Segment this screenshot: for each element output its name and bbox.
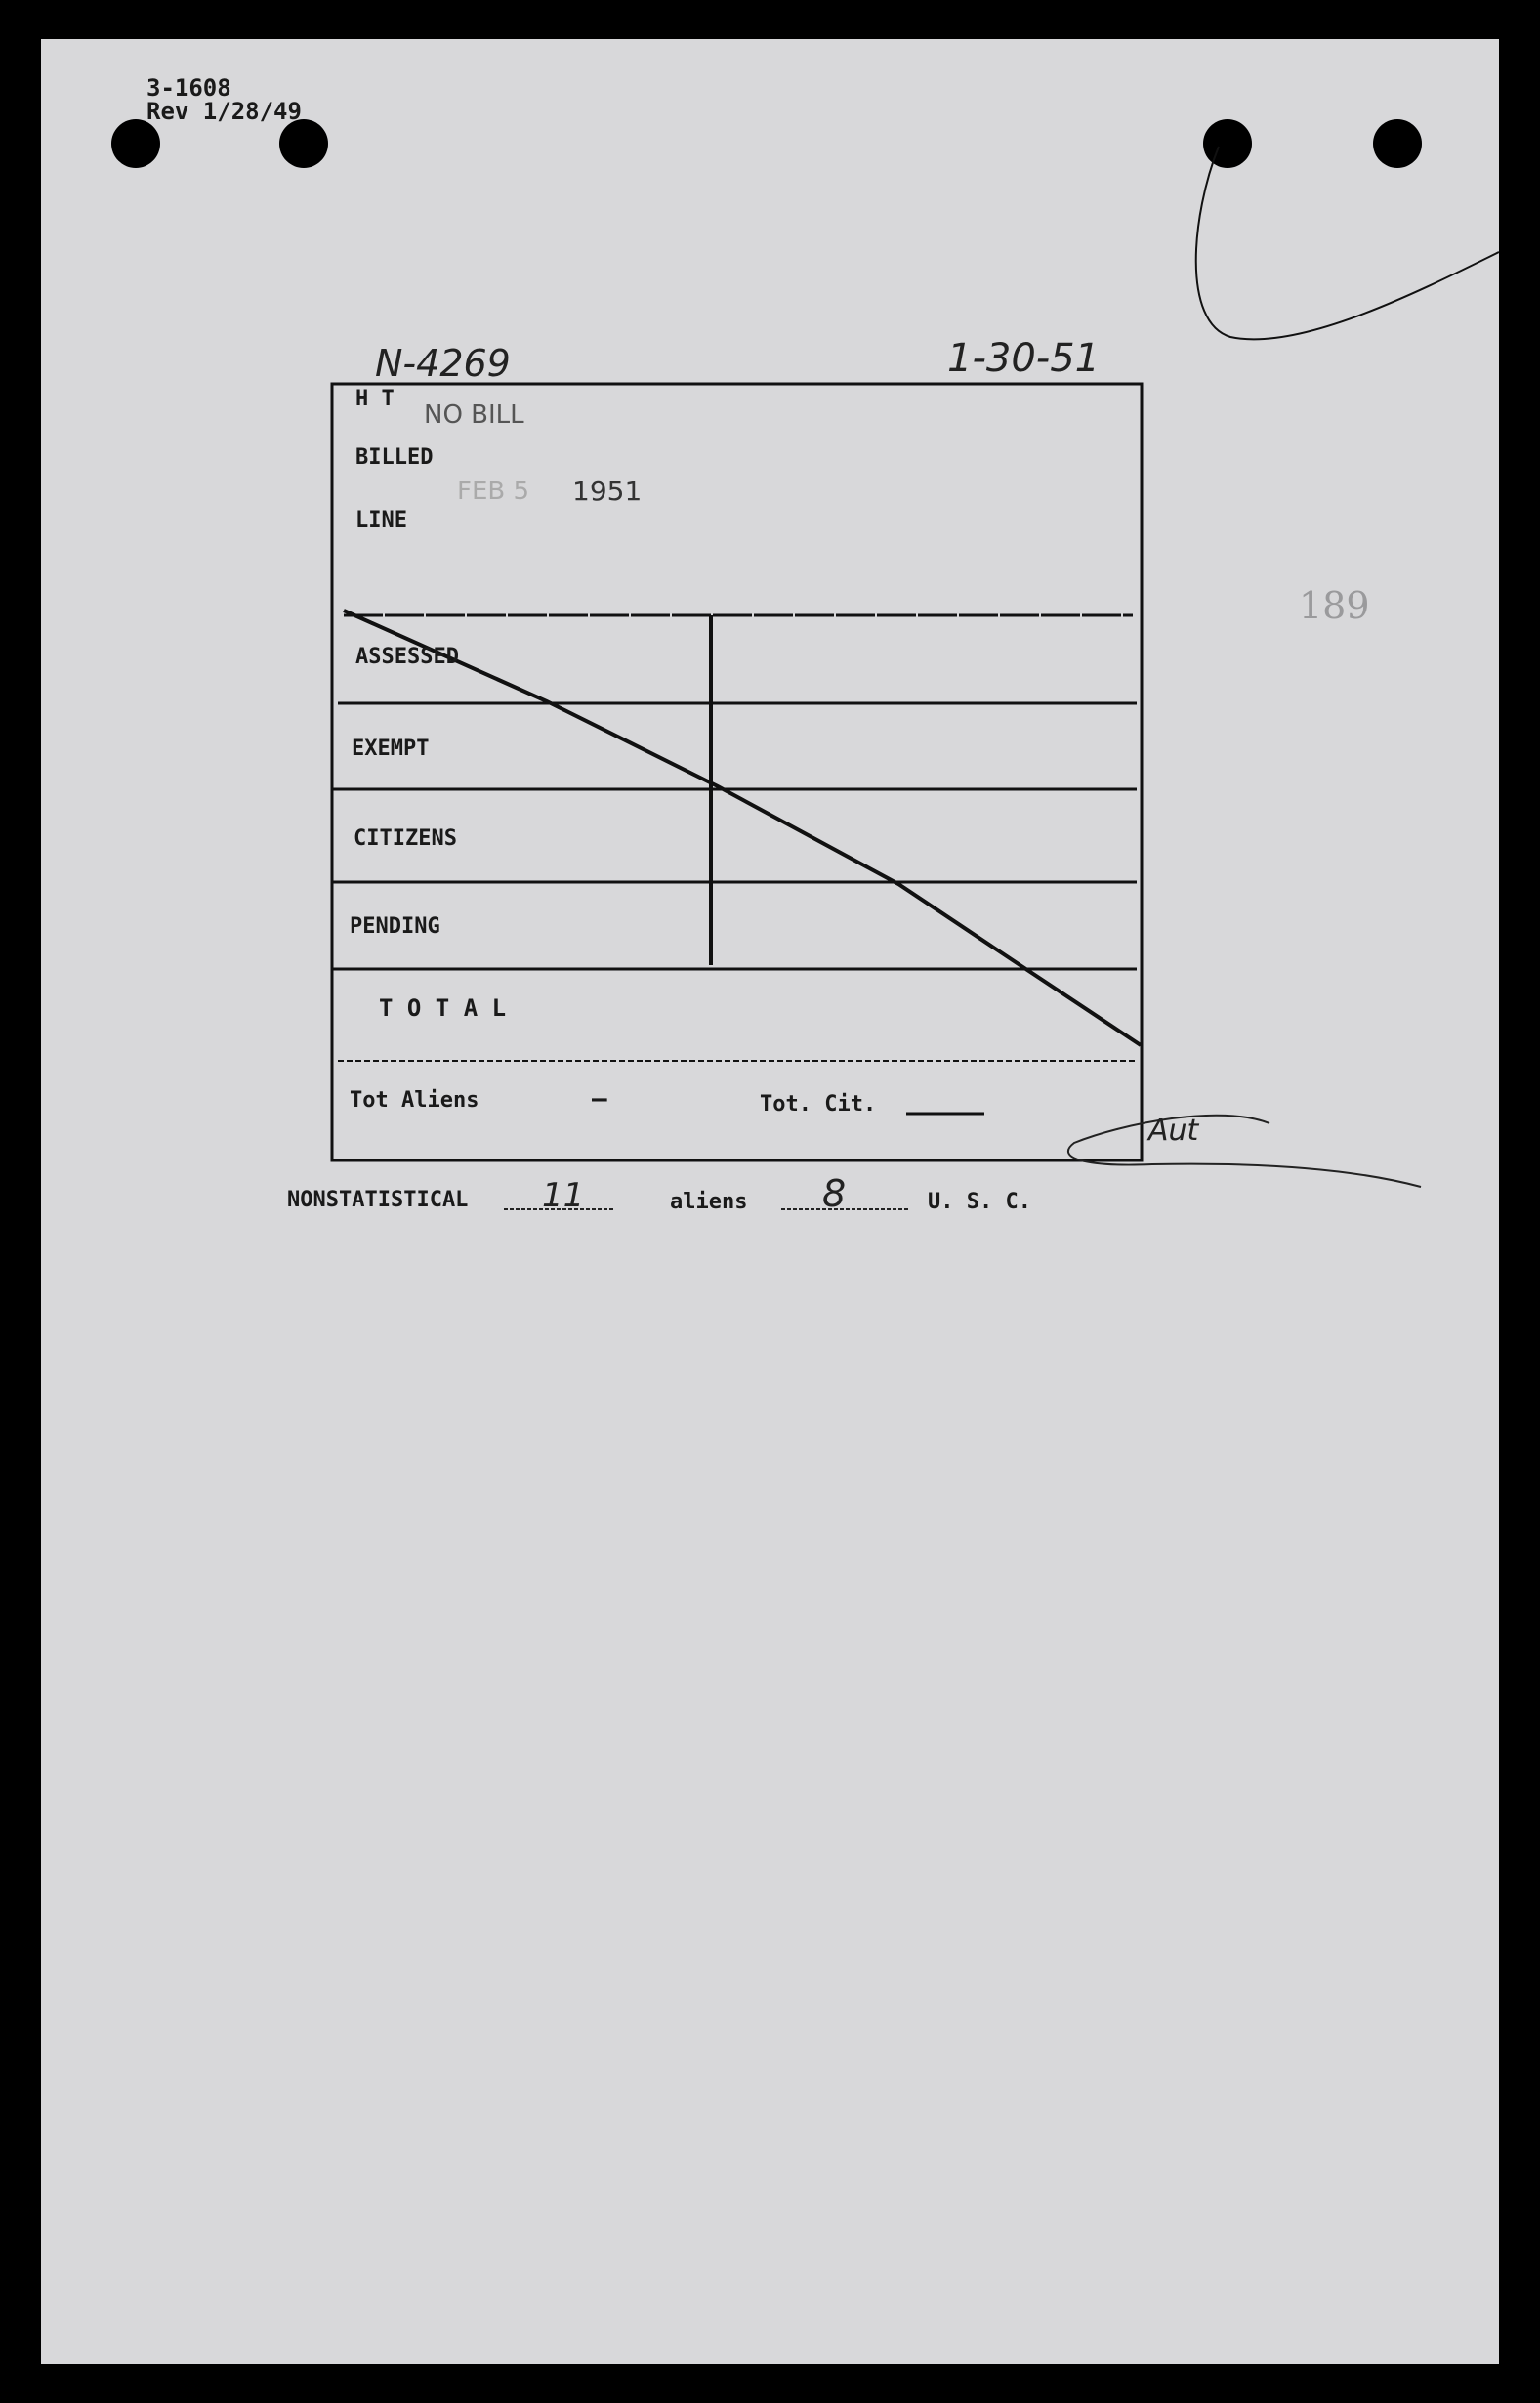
- tot-aliens-value: —: [592, 1084, 607, 1114]
- usc-label: U. S. C.: [928, 1190, 1031, 1214]
- page-number: 189: [1299, 584, 1370, 627]
- line-label: LINE: [355, 508, 407, 532]
- total-label: T O T A L: [379, 994, 507, 1022]
- nonstatistical-aliens-count: 11: [542, 1176, 585, 1215]
- handwritten-manifest-number: N-4269: [375, 342, 511, 385]
- aliens-label: aliens: [670, 1190, 748, 1214]
- form-number: 3-1608: [146, 74, 231, 102]
- handwritten-initials: Aut: [1148, 1114, 1199, 1148]
- exempt-label: EXEMPT: [352, 737, 430, 761]
- assessed-label: ASSESSED: [355, 645, 459, 669]
- nonstatistical-usc-count: 8: [822, 1172, 847, 1215]
- tot-cit-label: Tot. Cit.: [760, 1092, 877, 1117]
- handwritten-date: 1-30-51: [947, 336, 1101, 381]
- nonstatistical-label: NONSTATISTICAL: [287, 1188, 469, 1212]
- form-revision: Rev 1/28/49: [146, 98, 302, 125]
- date-stamp-year: 1951: [572, 475, 643, 507]
- header-label: H T: [355, 387, 395, 411]
- no-bill-stamp: NO BILL: [424, 400, 524, 430]
- date-stamp-month-day: FEB 5: [457, 477, 530, 506]
- citizens-label: CITIZENS: [354, 826, 457, 851]
- pending-label: PENDING: [350, 914, 440, 939]
- tot-aliens-label: Tot Aliens: [350, 1088, 479, 1113]
- billed-label: BILLED: [355, 445, 434, 470]
